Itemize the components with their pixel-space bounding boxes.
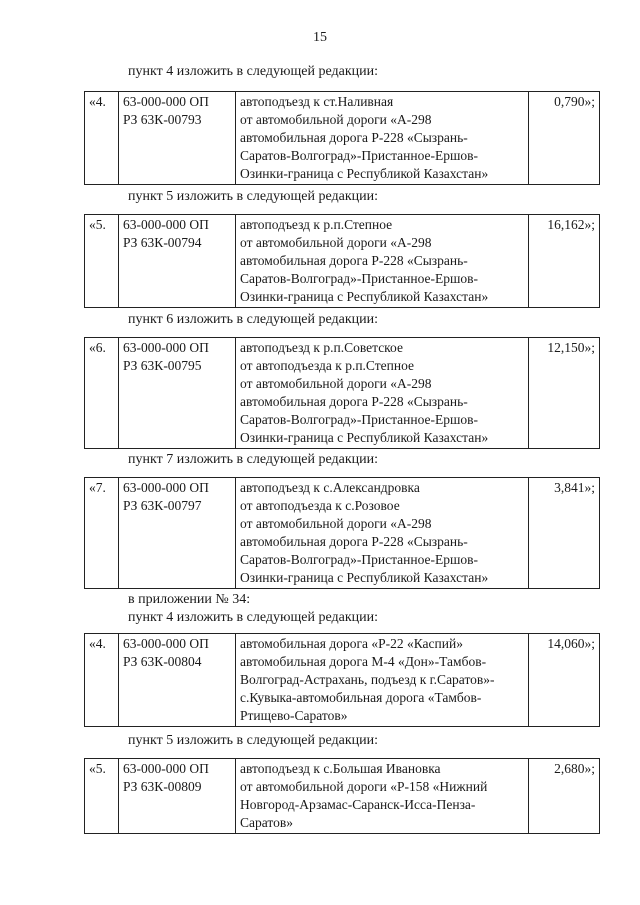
code-line: 63-000-000 ОП [123,94,209,109]
description-line: от автомобильной дороги «Р-158 «Нижний [240,779,488,794]
description-line: Саратов-Волгоград»-Пристанное-Ершов- [240,148,479,163]
road-description [236,92,529,185]
item-number: «7. [85,478,119,589]
road-description [236,759,529,834]
paragraph-intro: пункт 7 изложить в следующей редакции: [128,452,378,467]
code-line: 63-000-000 ОП [123,217,209,232]
description-line: Новгород-Арзамас-Саранск-Исса-Пенза- [240,797,476,812]
description-line: Озинки-граница с Республикой Казахстан» [240,166,489,181]
description-line: Саратов-Волгоград»-Пристанное-Ершов- [240,271,479,286]
description-line: от автомобильной дороги «А-298 [240,235,432,250]
item-number: «6. [85,338,119,449]
description-line: автоподъезд к ст.Наливная [240,94,394,109]
description-line: автомобильная дорога Р-228 «Сызрань- [240,534,468,549]
road-code [119,338,236,449]
description-line: автомобильная дорога «Р-22 «Каспий» [240,636,463,651]
entry-table [84,633,600,727]
description-line: Саратов-Волгоград»-Пристанное-Ершов- [240,552,479,567]
description-line: автомобильная дорога Р-228 «Сызрань- [240,394,468,409]
description-line: от автомобильной дороги «А-298 [240,376,432,391]
road-code [119,478,236,589]
paragraph-intro: пункт 4 изложить в следующей редакции: [128,610,378,625]
entry-table [84,337,600,449]
paragraph-intro: пункт 4 изложить в следующей редакции: [128,64,378,79]
description-line: автоподъезд к р.п.Степное [240,217,393,232]
road-code [119,92,236,185]
code-line: 63-000-000 ОП [123,761,209,776]
road-length: 14,060»; [529,634,600,727]
description-line: Волгоград-Астрахань, подъезд к г.Саратов»- [240,672,495,687]
code-line: 63-000-000 ОП [123,636,209,651]
code-line: РЗ 63К-00804 [123,654,202,669]
code-line: РЗ 63К-00809 [123,779,202,794]
road-code [119,215,236,308]
description-line: автомобильная дорога М-4 «Дон»-Тамбов- [240,654,487,669]
code-line: РЗ 63К-00797 [123,498,202,513]
description-line: с.Кувыка-автомобильная дорога «Тамбов- [240,690,482,705]
page-number: 15 [313,30,327,45]
description-line: от автомобильной дороги «А-298 [240,516,432,531]
description-line: от автомобильной дороги «А-298 [240,112,432,127]
description-line: Ртищево-Саратов» [240,708,348,723]
description-line: от автоподъезда к р.п.Степное [240,358,414,373]
item-number: «4. [85,634,119,727]
description-line: автоподъезд к с.Большая Ивановка [240,761,441,776]
road-description [236,478,529,589]
paragraph-intro: пункт 5 изложить в следующей редакции: [128,189,378,204]
code-line: РЗ 63К-00794 [123,235,202,250]
road-length: 0,790»; [529,92,600,185]
item-number: «4. [85,92,119,185]
code-line: 63-000-000 ОП [123,480,209,495]
road-length: 3,841»; [529,478,600,589]
description-line: Озинки-граница с Республикой Казахстан» [240,570,489,585]
paragraph-intro: пункт 6 изложить в следующей редакции: [128,312,378,327]
road-description [236,634,529,727]
description-line: Саратов-Волгоград»-Пристанное-Ершов- [240,412,479,427]
description-line: автоподъезд к с.Александровка [240,480,420,495]
code-line: 63-000-000 ОП [123,340,209,355]
description-line: Саратов» [240,815,293,830]
road-length: 16,162»; [529,215,600,308]
road-description [236,338,529,449]
road-length: 12,150»; [529,338,600,449]
description-line: Озинки-граница с Республикой Казахстан» [240,430,489,445]
road-description [236,215,529,308]
road-code [119,759,236,834]
entry-table [84,91,600,185]
description-line: Озинки-граница с Республикой Казахстан» [240,289,489,304]
entry-table [84,477,600,589]
description-line: автоподъезд к р.п.Советское [240,340,403,355]
item-number: «5. [85,759,119,834]
entry-table [84,758,600,834]
description-line: автомобильная дорога Р-228 «Сызрань- [240,130,468,145]
appendix-heading: в приложении № 34: [128,592,251,607]
item-number: «5. [85,215,119,308]
description-line: автомобильная дорога Р-228 «Сызрань- [240,253,468,268]
code-line: РЗ 63К-00793 [123,112,202,127]
paragraph-intro: пункт 5 изложить в следующей редакции: [128,733,378,748]
road-code [119,634,236,727]
entry-table [84,214,600,308]
code-line: РЗ 63К-00795 [123,358,202,373]
description-line: от автоподъезда к с.Розовое [240,498,400,513]
road-length: 2,680»; [529,759,600,834]
